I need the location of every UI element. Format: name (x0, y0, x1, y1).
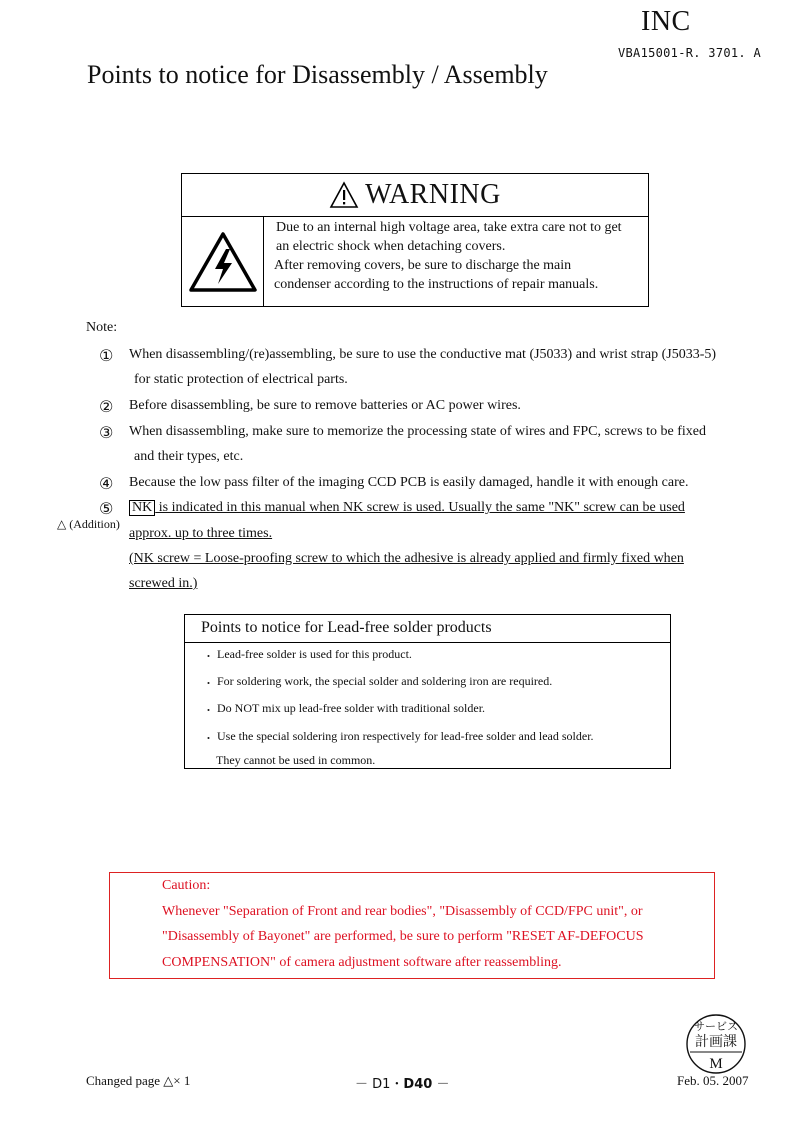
bullet-2: ・ (203, 678, 214, 690)
lead-free-title: Points to notice for Lead-free solder products (201, 619, 492, 636)
note-label: Note: (86, 320, 118, 335)
warning-line-1: Due to an internal high voltage area, take extra care not to get (276, 220, 622, 235)
caution-line-2: "Disassembly of Bayonet" are performed, be sure to perform "RESET AF-DEFOCUS (162, 929, 644, 944)
note-1-line-1: When disassembling/(re)assembling, be sure to use the conductive mat (J5033) and wrist strap (J5033-5) (129, 347, 717, 362)
lead-free-item-2: For soldering work, the special solder and soldering iron are required. (217, 674, 553, 688)
note-5-line-1-text: is indicated in this manual when NK screw is used. Usually the same "NK" screw can be used (155, 500, 685, 515)
page-prefix: － D1・ (355, 1077, 404, 1092)
lead-free-item-4: Use the special soldering iron respectively for lead-free solder and lead solder. (217, 729, 594, 743)
lead-free-item-4-continuation: They cannot be used in common. (216, 753, 376, 767)
caution-label: Caution: (162, 878, 211, 893)
bullet-4: ・ (203, 733, 214, 745)
warning-line-3: After removing covers, be sure to discharge the main (274, 258, 572, 273)
note-1-line-2: for static protection of electrical parts. (134, 372, 348, 387)
nk-label-box: NK (129, 500, 155, 516)
addition-mark: △ (Addition) (57, 517, 120, 531)
page-title: Points to notice for Disassembly / Assembly (87, 60, 548, 89)
footer-date: Feb. 05. 2007 (677, 1073, 749, 1088)
stamp-middle-text: 計画課 (695, 1034, 737, 1050)
page-number-bold: D40 (403, 1077, 433, 1092)
page-suffix: － (432, 1077, 450, 1092)
note-number-5: ⑤ (99, 499, 114, 518)
lead-free-item-1: Lead-free solder is used for this product. (217, 647, 412, 661)
lead-free-title-row (185, 615, 670, 643)
note-5-line-4: screwed in.) (129, 576, 198, 591)
high-voltage-icon (188, 231, 258, 293)
note-5-line-2: approx. up to three times. (129, 526, 273, 541)
warning-triangle-icon (329, 181, 359, 209)
stamp-bottom-text: M (709, 1056, 723, 1072)
warning-icon-cell (182, 217, 264, 306)
note-5-line-3: (NK screw = Loose-proofing screw to which the adhesive is already applied and firmly fixed when (129, 551, 684, 566)
note-5-line-1 (129, 500, 685, 516)
lead-free-item-3: Do NOT mix up lead-free solder with traditional solder. (217, 701, 486, 715)
page-number (355, 1073, 449, 1092)
brand-name: INC (641, 6, 691, 37)
note-2-line-1: Before disassembling, be sure to remove batteries or AC power wires. (129, 398, 521, 413)
caution-line-1: Whenever "Separation of Front and rear bodies", "Disassembly of CCD/FPC unit", or (162, 904, 643, 919)
warning-line-4: condenser according to the instructions of repair manuals. (274, 277, 599, 292)
note-3-line-1: When disassembling, make sure to memorize the processing state of wires and FPC, screws to be fixed (129, 424, 706, 439)
stamp-top-text: サービス (694, 1020, 738, 1033)
note-number-1: ① (99, 346, 114, 365)
note-number-4: ④ (99, 474, 114, 493)
note-3-line-2: and their types, etc. (134, 449, 244, 464)
changed-page: Changed page △× 1 (86, 1073, 191, 1088)
warning-box (181, 173, 649, 307)
bullet-1: ・ (203, 651, 214, 663)
warning-header (182, 174, 648, 217)
note-number-3: ③ (99, 423, 114, 442)
service-planning-stamp (685, 1013, 747, 1075)
document-number: VBA15001-R. 3701. A (618, 46, 761, 60)
note-4-line-1: Because the low pass filter of the imaging CCD PCB is easily damaged, handle it with enough care. (129, 475, 689, 490)
warning-line-2: an electric shock when detaching covers. (276, 239, 506, 254)
note-number-2: ② (99, 397, 114, 416)
lead-free-box (184, 614, 671, 769)
warning-heading: WARNING (365, 179, 501, 210)
caution-box (109, 872, 715, 979)
caution-line-3: COMPENSATION" of camera adjustment software after reassembling. (162, 955, 562, 970)
bullet-3: ・ (203, 705, 214, 717)
